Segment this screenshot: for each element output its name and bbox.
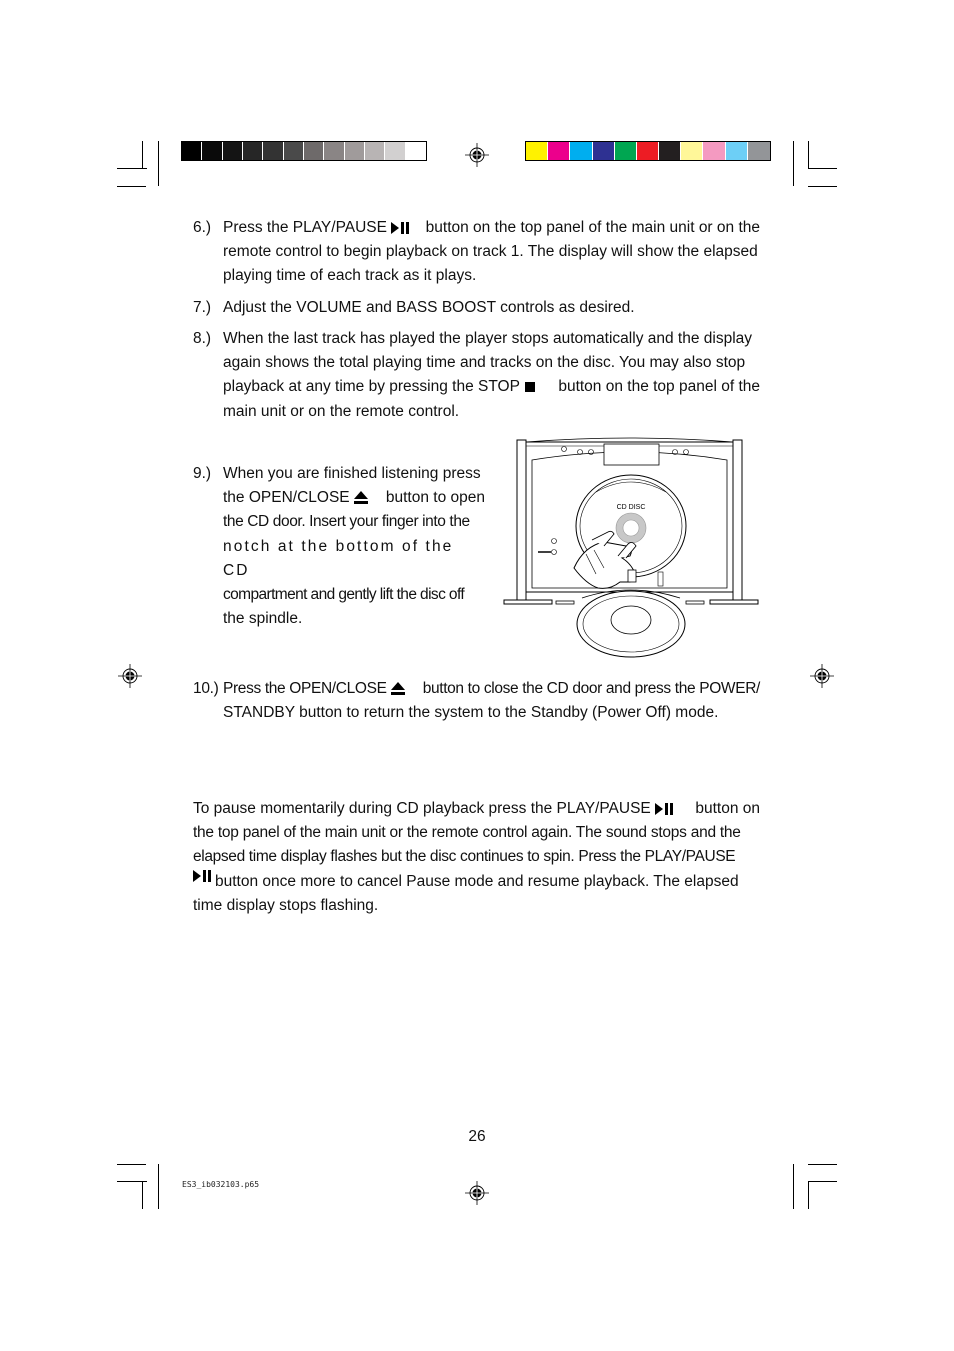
color-swatch — [703, 142, 725, 160]
cd-disc-label: CD DISC — [616, 504, 646, 511]
color-swatch — [548, 142, 570, 160]
registration-mark-icon — [118, 664, 142, 688]
step-6-number: 6.) — [193, 219, 212, 236]
color-swatch — [593, 142, 615, 160]
step-7-text: Adjust the VOLUME and BASS BOOST controls as desired. — [223, 299, 635, 316]
step-8-number: 8.) — [193, 330, 212, 347]
step-10-text: Press the OPEN/CLOSE button to close the CD door and press the POWER/ STANDBY button to return the system to the Standby (Power Off) mode. — [223, 680, 760, 722]
gray-swatch — [284, 142, 304, 160]
pause-paragraph: To pause momentarily during CD playback press the PLAY/PAUSE button on the top panel of the main unit or the remote control again. The sound stops and the elapsed time display flashes but the disc continues to spin. Press the PLAY/PAUSE button once more to cancel Pause mode and resume playback. The elapsed time display stops flashing. — [193, 800, 760, 914]
color-swatch — [748, 142, 770, 160]
step-9-text: When you are finished listening press the OPEN/CLOSE button to open the CD door. Insert your finger into the notch at the bottom of the CD compartment and gently lift the disc off the spindle. — [223, 465, 485, 628]
color-swatch — [615, 142, 637, 160]
color-swatch — [681, 142, 703, 160]
color-calibration-bar — [525, 141, 771, 161]
gray-swatch — [202, 142, 222, 160]
registration-mark-icon — [465, 1181, 489, 1205]
color-swatch — [570, 142, 592, 160]
grayscale-calibration-bar — [181, 141, 427, 161]
play-pause-icon — [193, 870, 211, 882]
cd-player-illustration — [500, 434, 762, 658]
step-7-number: 7.) — [193, 299, 212, 316]
gray-swatch — [324, 142, 344, 160]
eject-icon — [391, 682, 405, 695]
gray-swatch — [406, 142, 426, 160]
color-swatch — [637, 142, 659, 160]
step-9-number: 9.) — [193, 465, 212, 482]
gray-swatch — [304, 142, 324, 160]
file-name: ES3_ib032103.p65 — [182, 1180, 260, 1189]
gray-swatch — [263, 142, 283, 160]
color-swatch — [659, 142, 681, 160]
gray-swatch — [385, 142, 405, 160]
gray-swatch — [345, 142, 365, 160]
gray-swatch — [243, 142, 263, 160]
color-swatch — [726, 142, 748, 160]
step-8-text: When the last track has played the player stops automatically and the display again shows the total playing time and tracks on the disc. You may also stop playback at any time by pressing the STOP button on the top panel of the main unit or on the remote control. — [223, 330, 760, 420]
page-number: 26 — [468, 1128, 486, 1145]
gray-swatch — [182, 142, 202, 160]
registration-mark-icon — [465, 143, 489, 167]
gray-swatch — [365, 142, 385, 160]
registration-mark-icon — [810, 664, 834, 688]
stop-icon — [524, 381, 536, 393]
step-10-number: 10.) — [193, 680, 219, 697]
play-pause-icon — [655, 803, 673, 815]
color-swatch — [526, 142, 548, 160]
step-6-text: Press the PLAY/PAUSE button on the top panel of the main unit or on the remote control to begin playback on track 1. The display will show the elapsed playing time of each track as it plays. — [223, 219, 760, 285]
eject-icon — [354, 491, 368, 504]
play-pause-icon — [391, 222, 409, 234]
gray-swatch — [223, 142, 243, 160]
